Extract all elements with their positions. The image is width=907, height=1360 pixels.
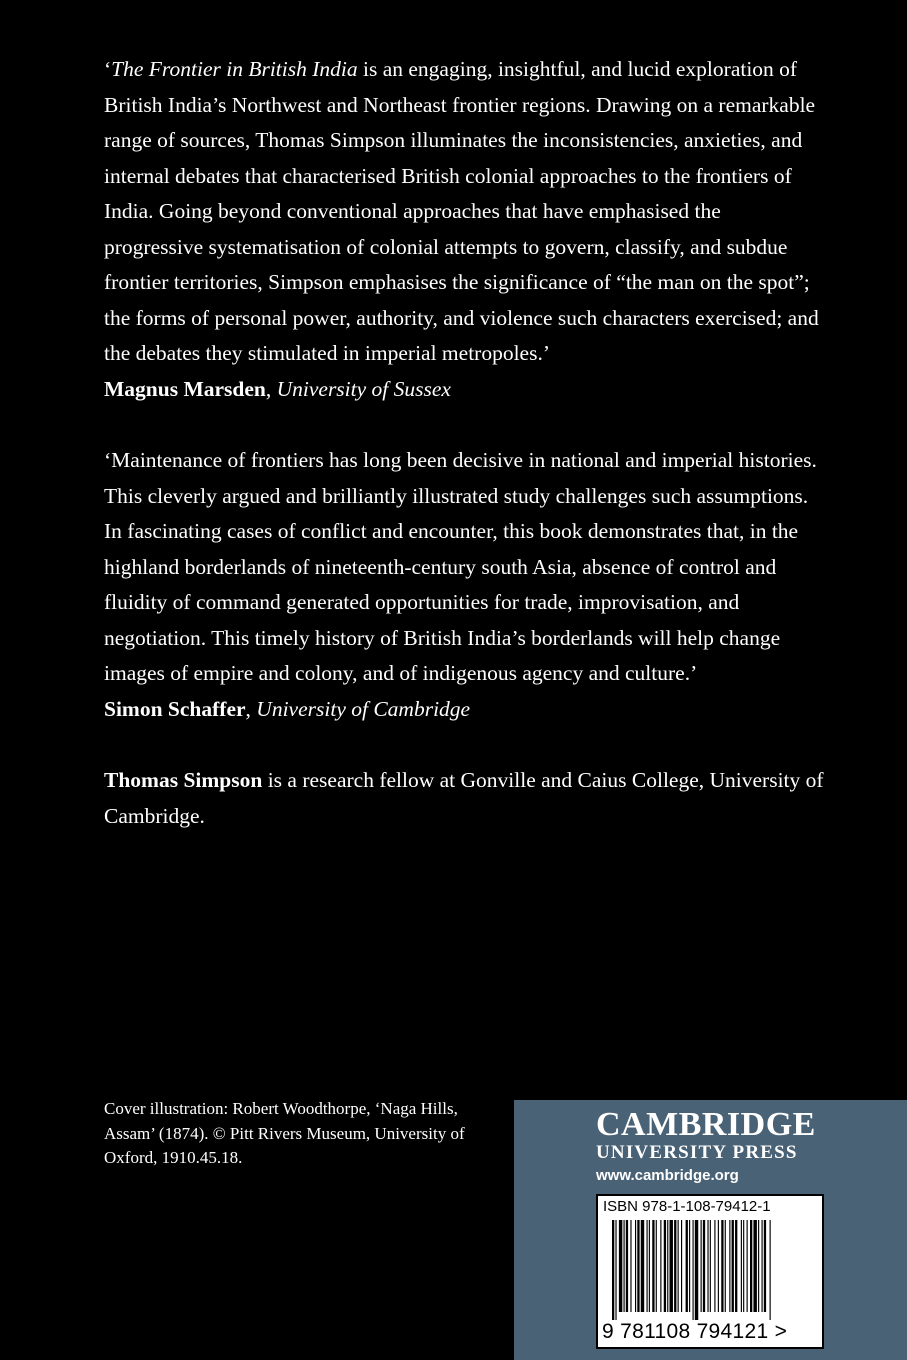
endorser-name: Magnus Marsden bbox=[104, 376, 266, 401]
barcode-bar bbox=[630, 1220, 631, 1312]
endorser-affiliation: University of Sussex bbox=[276, 376, 451, 401]
endorsement-1-text bbox=[104, 52, 824, 372]
barcode-bar bbox=[626, 1220, 628, 1312]
barcode-icon bbox=[598, 1218, 822, 1322]
barcode-bar bbox=[649, 1220, 650, 1312]
endorser-name: Simon Schaffer bbox=[104, 696, 246, 721]
book-title: The Frontier in British India bbox=[111, 57, 358, 81]
endorsement-2 bbox=[104, 443, 824, 727]
barcode-bar bbox=[670, 1220, 673, 1312]
barcode-bar bbox=[735, 1220, 737, 1312]
spacer bbox=[104, 727, 824, 763]
barcode-bar bbox=[750, 1220, 752, 1312]
endorsement-2-attribution bbox=[104, 692, 824, 728]
barcode-bar bbox=[615, 1220, 616, 1320]
author-bio-text: is a research fellow at Gonville and Caius College, University of Cambridge. bbox=[104, 768, 824, 828]
barcode-bar bbox=[707, 1220, 708, 1312]
barcode-bar bbox=[758, 1220, 759, 1312]
barcode-bar bbox=[770, 1220, 771, 1320]
barcode-bar bbox=[656, 1220, 657, 1312]
barcode-bar bbox=[637, 1220, 639, 1312]
blurbs bbox=[104, 52, 824, 834]
barcode-bar bbox=[674, 1220, 676, 1312]
barcode-bar bbox=[693, 1220, 694, 1320]
barcode-bar bbox=[741, 1220, 742, 1312]
endorsement-2-text: ‘Maintenance of frontiers has long been decisive in national and imperial histories. This cleverly argued and brilliantly illustrated study challenges such assumptions. In fascinating cases of conflict and encounter, this book demonstrates that, in the highland borderlands of nineteenth-century south Asia, absence of control and fluidity of command generated opportunities for trade, improvisation, and negotiation. This timely history of British India’s borderlands will help change images of empire and colony, and of indigenous agency and culture.’ bbox=[104, 448, 817, 685]
isbn-label: ISBN 978-1-108-79412-1 bbox=[603, 1198, 771, 1215]
barcode-bar bbox=[703, 1220, 705, 1312]
barcode-bar bbox=[714, 1220, 715, 1312]
cover-illustration-credit: Cover illustration: Robert Woodthorpe, ‘Naga Hills, Assam’ (1874). © Pitt Rivers Museum, University of Oxford, 1910.45.18. bbox=[104, 1099, 465, 1167]
barcode-digits: 9 781108 794121 > bbox=[602, 1320, 788, 1343]
barcode-bar bbox=[612, 1220, 614, 1320]
author-bio bbox=[104, 763, 824, 834]
publisher-logo-subtitle: UNIVERSITY PRESS bbox=[596, 1142, 798, 1163]
publisher-logo-name: CAMBRIDGE bbox=[596, 1106, 816, 1143]
barcode-bar bbox=[641, 1220, 644, 1312]
publisher-panel bbox=[514, 1100, 907, 1360]
barcode-bar bbox=[635, 1220, 636, 1312]
barcode-bar bbox=[747, 1220, 748, 1312]
barcode-bar bbox=[681, 1220, 682, 1312]
barcode-bar bbox=[718, 1220, 719, 1312]
barcode-bar bbox=[753, 1220, 756, 1312]
barcode-bar bbox=[743, 1220, 744, 1312]
attribution-separator: , bbox=[245, 696, 257, 721]
author-name: Thomas Simpson bbox=[104, 768, 263, 792]
barcode-bar bbox=[624, 1220, 625, 1312]
barcode-bar bbox=[686, 1220, 688, 1312]
barcode-bar bbox=[721, 1220, 723, 1312]
barcode-bar bbox=[701, 1220, 702, 1312]
barcode-bar bbox=[667, 1220, 668, 1312]
barcode-bar bbox=[660, 1220, 661, 1312]
quote-mark: ‘ bbox=[104, 57, 112, 81]
barcode-bar bbox=[678, 1220, 679, 1312]
barcode-bar bbox=[647, 1220, 648, 1312]
barcode-bar bbox=[652, 1220, 654, 1312]
barcode-bar bbox=[725, 1220, 726, 1312]
endorsement-1-body: is an engaging, insightful, and lucid exploration of British India’s Northwest and Northeast frontier regions. Drawing on a remarkable range of sources, Thomas Simpson illuminates the inconsistencies, anxieties, and internal debates that characterised British colonial approaches to the frontiers of India. Going beyond conventional approaches that have emphasised the progressive systematisation of colonial attempts to govern, classify, and subdue frontier territories, Simpson emphasises the significance of “the man on the spot”; the forms of personal power, authority, and violence such characters exercised; and the debates they stimulated in imperial metropoles.’ bbox=[104, 57, 819, 365]
barcode-bar bbox=[710, 1220, 711, 1312]
barcode-bar bbox=[695, 1220, 698, 1320]
barcode-bar bbox=[762, 1220, 763, 1312]
endorsement-1-attribution bbox=[104, 372, 824, 408]
barcode-bar bbox=[664, 1220, 666, 1312]
barcode-bar bbox=[619, 1220, 622, 1312]
publisher-url: www.cambridge.org bbox=[596, 1167, 739, 1184]
barcode-bar bbox=[732, 1220, 734, 1312]
attribution-separator: , bbox=[265, 376, 277, 401]
barcode-panel bbox=[596, 1194, 824, 1349]
endorser-affiliation: University of Cambridge bbox=[256, 696, 471, 721]
barcode-bar bbox=[689, 1220, 690, 1312]
endorsement-1 bbox=[104, 52, 824, 407]
spacer bbox=[104, 407, 824, 443]
barcode-bar bbox=[729, 1220, 730, 1312]
barcode-bar bbox=[764, 1220, 766, 1312]
